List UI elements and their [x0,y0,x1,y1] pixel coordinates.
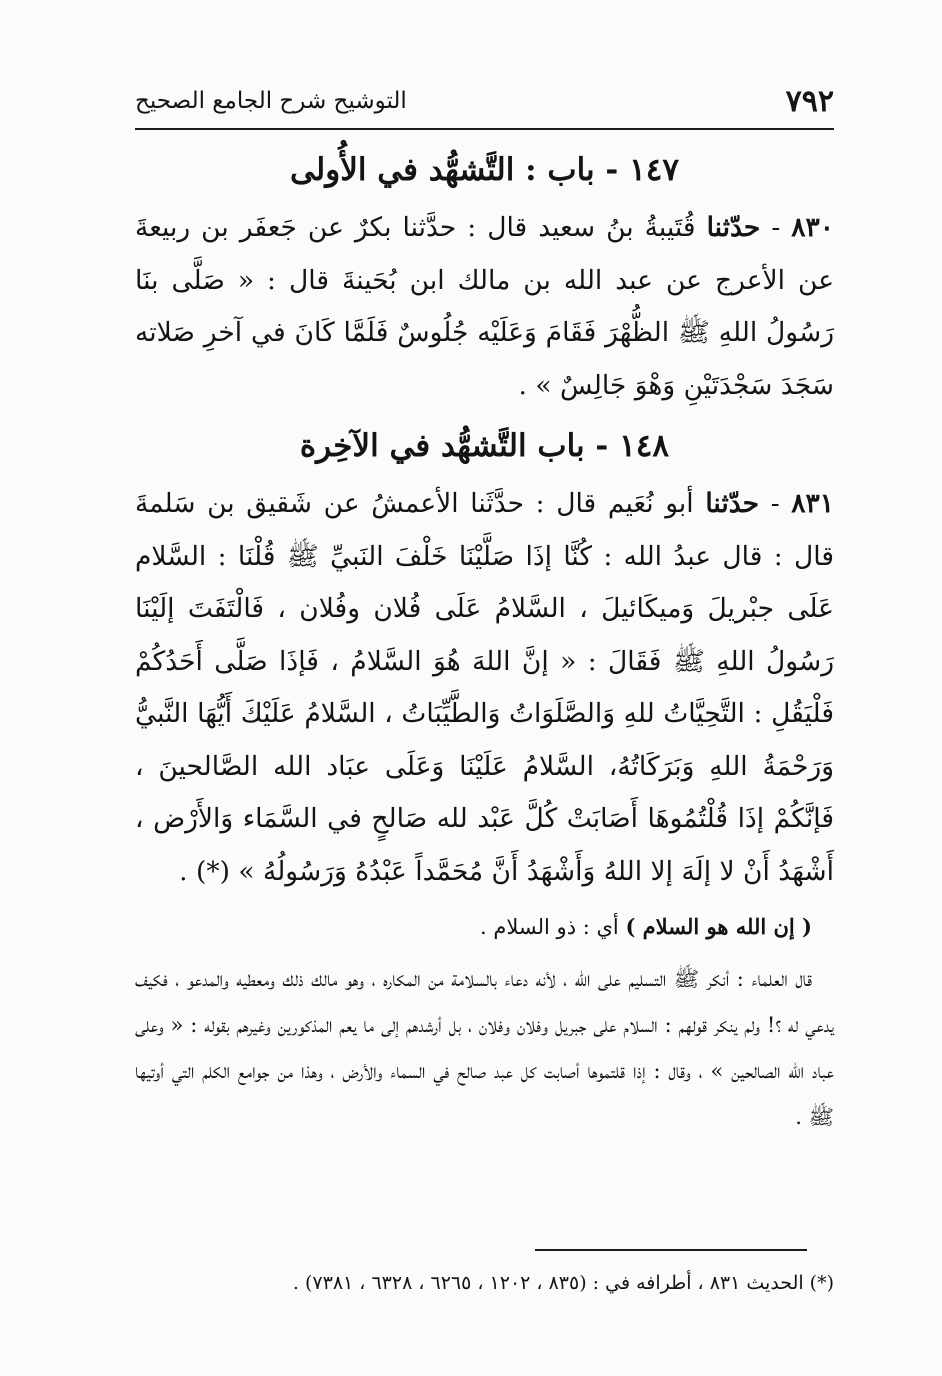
hadith-label: حدّثنا [705,488,760,519]
running-title: التوشيح شرح الجامع الصحيح [135,88,407,114]
chapter-heading-147: ١٤٧ - باب : التَّشهُّد في الأُولى [289,152,680,188]
footnote: (*) الحديث ٨٣١ ، أطرافه في : (٨٣٥ ، ١٢٠٢ ، ٦٢٦٥ ، ٦٣٢٨ ، ٧٣٨١) . [292,1272,834,1294]
footnote-rule [535,1249,807,1251]
header-rule [135,128,834,130]
page-header [135,84,834,124]
page-number: ٧٩٢ [785,84,834,119]
commentary-paragraph: قال العلماء : أنكر ﷺ التسليم على الله ، لأنه دعاء بالسلامة من المكاره ، وهو مالك ذلك ومعطيه والمدعو ، فكيف يدعي له ؟! ولم ينكر قولهم : السلام على جبريل وفلان وفلان ، بل أرشدهم إلى ما يعم المذكورين وغيرهم بقوله : « وعلى عباد الله الصالحين » ، وقال : إذا قلتموها أصابت كل عبد صالح في السماء والأرض ، وهذا من جوامع الكلم التي أوتيها ﷺ . [135,967,834,1129]
quoted-phrase: ( إن الله هو السلام ) [625,914,812,939]
chapter-heading-148: ١٤٨ - باب التَّشهُّد في الآخِرة [299,428,670,464]
hadith-number: ٨٣١ [791,488,834,519]
hadith-text: أبو نُعَيم قال : حدَّثَنا الأعمشُ عن شَقيق بن سَلمةَ قال : قال عبدُ الله : كُنَّا إذَا صَلَّيْنَا خَلْفَ النَبيِّ ﷺ قُلْنَا : السَّلام عَلَى جبْريلَ وَميكَائيلَ ، السَّلامُ عَلَى فُلان وفُلان ، فَالْتَفَتَ إلَيْنَا رَسُولُ اللهِ ﷺ فَقَالَ : « إنَّ اللهَ هُوَ السَّلامُ ، فَإذَا صَلَّى أَحَدُكُمْ فَلْيَقُلِ : التَّحِيَّاتُ للهِ وَالصَّلَوَاتُ وَالطَّيِّبَاتُ ، السَّلامُ عَلَيْكَ أَيُّهَا النَّبيُّ وَرَحْمَةُ اللهِ وَبَرَكَاتُهُ، السَّلامُ عَلَيْنَا وَعَلَى عبَاد الله الصَّالحينَ ، فَإنَّكُمْ إذَا قُلْتُمُوهَا أَصَابَتْ كُلَّ عَبْد لله صَالحٍ في السَّمَاء وَالأَرْض ، أَشْهَدُ أَنْ لا إلَهَ إلا اللهُ وَأَشْهَدُ أَنَّ مُحَمَّداً عَبْدُهُ وَرَسُولُهُ » (*) . [135,488,834,887]
quote-gloss: أي : ذو السلام . [480,915,619,939]
hadith-830: ٨٣٠ - حدّثنا قُتَيبةُ بنُ سعيد قال : حدَّثنا بكرٌ عن جَعفَر بن ربيعةَ عن الأعرج عن عبد الله بن مالك ابن بُحَينةَ قال : « صَلَّى بنَا رَسُولُ اللهِ ﷺ الظُّهْرَ فَقَامَ وَعَلَيْه جُلُوسٌ فَلَمَّا كَانَ في آخرِ صَلاته سَجَدَ سَجْدَتَيْنِ وَهْوَ جَالِسٌ » . [135,212,834,401]
commentary-quote [135,904,834,950]
hadith-text: قُتَيبةُ بنُ سعيد قال : حدَّثنا بكرٌ عن جَعفَر بن ربيعةَ عن الأعرج عن عبد الله بن مالك ابن بُحَينةَ قال : « صَلَّى بنَا رَسُولُ اللهِ ﷺ الظُّهْرَ فَقَامَ وَعَلَيْه جُلُوسٌ فَلَمَّا كَانَ في آخرِ صَلاته سَجَدَ سَجْدَتَيْنِ وَهْوَ جَالِسٌ » . [135,212,834,401]
hadith-number: ٨٣٠ [791,212,834,243]
hadith-label: حدّثنا [706,212,761,243]
page-body [135,140,834,1140]
hadith-831: ٨٣١ - حدّثنا أبو نُعَيم قال : حدَّثَنا الأعمشُ عن شَقيق بن سَلمةَ قال : قال عبدُ الله : كُنَّا إذَا صَلَّيْنَا خَلْفَ النَبيِّ ﷺ قُلْنَا : السَّلام عَلَى جبْريلَ وَميكَائيلَ ، السَّلامُ عَلَى فُلان وفُلان ، فَالْتَفَتَ إلَيْنَا رَسُولُ اللهِ ﷺ فَقَالَ : « إنَّ اللهَ هُوَ السَّلامُ ، فَإذَا صَلَّى أَحَدُكُمْ فَلْيَقُلِ : التَّحِيَّاتُ للهِ وَالصَّلَوَاتُ وَالطَّيِّبَاتُ ، السَّلامُ عَلَيْكَ أَيُّهَا النَّبيُّ وَرَحْمَةُ اللهِ وَبَرَكَاتُهُ، السَّلامُ عَلَيْنَا وَعَلَى عبَاد الله الصَّالحينَ ، فَإنَّكُمْ إذَا قُلْتُمُوهَا أَصَابَتْ كُلَّ عَبْد لله صَالحٍ في السَّمَاء وَالأَرْض ، أَشْهَدُ أَنْ لا إلَهَ إلا اللهُ وَأَشْهَدُ أَنَّ مُحَمَّداً عَبْدُهُ وَرَسُولُهُ » (*) . [135,488,834,887]
